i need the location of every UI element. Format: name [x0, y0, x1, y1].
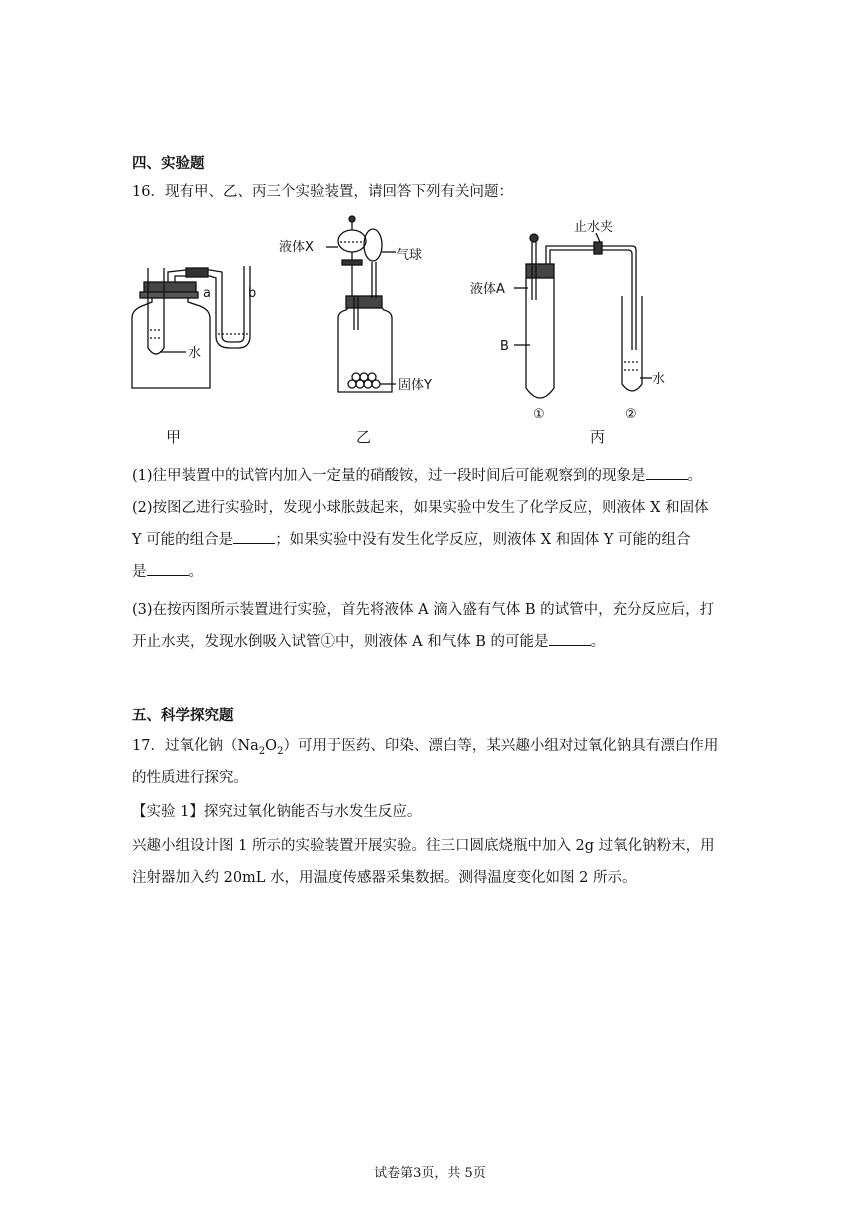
answer-blank-3: [147, 563, 189, 576]
q16-p3-line2: 开止水夹，发现水倒吸入试管①中，则液体 A 和气体 B 的可能是: [132, 634, 549, 650]
yi-balloon-label: 气球: [396, 248, 423, 263]
q16-p2-line2a: Y 可能的组合是: [132, 532, 234, 548]
question-17-line-2: 的性质进行探究。: [132, 770, 248, 786]
yi-solid-label: 固体Y: [398, 378, 432, 393]
q17-text-mid: O: [265, 738, 278, 754]
jia-b-label: b: [248, 286, 257, 301]
jia-water-label: 水: [188, 346, 202, 361]
question-17-line-1: [132, 734, 718, 757]
question-16-part-2-line-3: [132, 560, 203, 581]
q16-p2-line2b: ；如果实验中没有发生化学反应，则液体 X 和固体 Y 可能的组合: [275, 532, 691, 548]
apparatus-bing: [514, 233, 652, 398]
bing-b-label: B: [500, 339, 509, 354]
page-footer: 试卷第3页，共 5页: [374, 1166, 486, 1181]
period-2: 。: [188, 564, 203, 580]
experiment-1-title: 【实验 1】探究过氧化钠能否与水发生反应。: [132, 804, 422, 820]
answer-blank-1: [646, 467, 688, 480]
apparatus-jia: [132, 266, 250, 388]
question-16-part-3-line-1: (3)在按丙图所示装置进行实验，首先将液体 A 滴入盛有气体 B 的试管中，充分反应后，打: [132, 602, 715, 618]
section-5-title: 五、科学探究题: [132, 708, 234, 724]
jia-a-label: a: [203, 286, 211, 301]
apparatus-yi: [326, 216, 396, 392]
question-16-part-2-line-2: [132, 528, 691, 549]
experiment-description-line-2: 注射器加入约 20mL 水，用温度传感器采集数据。测得温度变化如图 2 所示。: [132, 870, 637, 886]
bing-liquid-label: 液体A: [470, 282, 505, 297]
q16-p1-text: (1)往甲装置中的试管内加入一定量的硝酸铵，过一段时间后可能观察到的现象是: [132, 468, 646, 484]
q16-p2-line3: 是: [132, 564, 147, 580]
question-16-part-3-line-2: [132, 630, 605, 651]
q17-subscript-1: 2: [258, 745, 266, 757]
answer-blank-4: [549, 633, 591, 646]
bing-water-label: 水: [652, 372, 666, 387]
experiment-description-line-1: 兴趣小组设计图 1 所示的实验装置开展实验。往三口圆底烧瓶中加入 2g 过氧化钠粉末，用: [132, 838, 715, 854]
q17-text-a: 17．过氧化钠（Na: [132, 738, 259, 754]
section-4-title: 四、实验题: [132, 156, 205, 172]
caption-jia: 甲: [166, 428, 182, 446]
question-16-part-2-line-1: (2)按图乙进行实验时，发现小球胀鼓起来，如果实验中发生了化学反应，则液体 X 和固体: [132, 500, 709, 516]
bing-tube2-label: ②: [625, 407, 637, 422]
question-16-stem: 16．现有甲、乙、丙三个实验装置，请回答下列有关问题：: [132, 184, 513, 200]
q17-text-b: ）可用于医药、印染、漂白等，某兴趣小组对过氧化钠具有漂白作用: [283, 738, 719, 754]
q17-subscript-2: 2: [277, 745, 284, 757]
question-16-part-1: [132, 464, 702, 485]
period-1: 。: [687, 468, 703, 484]
caption-yi: 乙: [356, 428, 372, 446]
answer-blank-2: [233, 531, 275, 544]
caption-bing: 丙: [590, 428, 606, 446]
period-3: 。: [590, 634, 606, 650]
apparatus-figure: [0, 0, 860, 460]
yi-liquid-label: 液体X: [279, 240, 314, 255]
bing-clamp-label: 止水夹: [574, 220, 614, 235]
bing-tube1-label: ①: [533, 407, 545, 422]
